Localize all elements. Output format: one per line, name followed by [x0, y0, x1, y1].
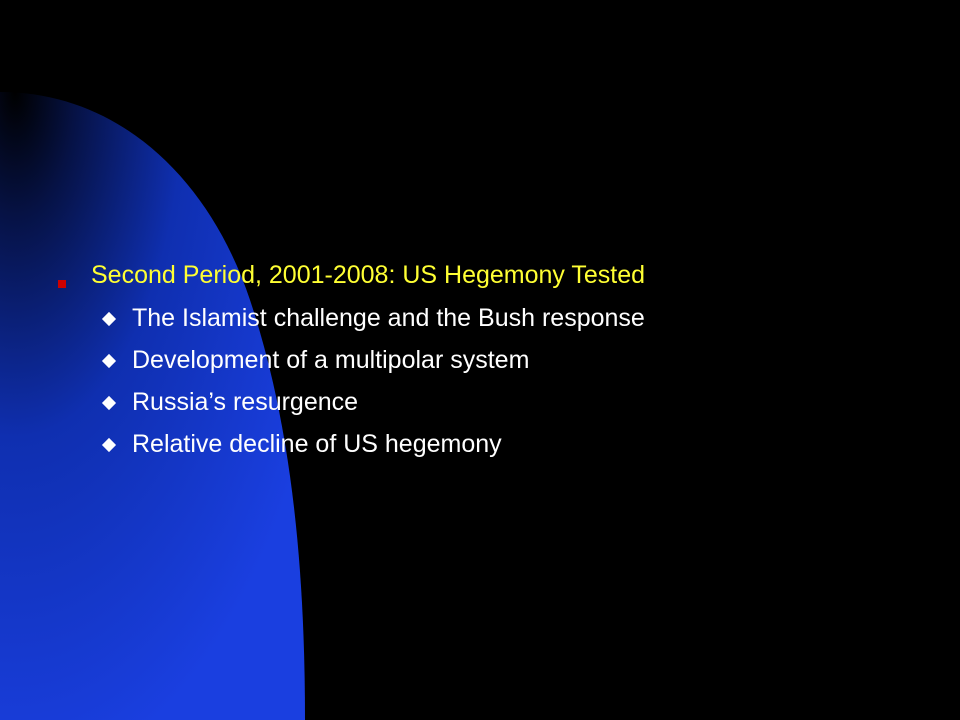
diamond-bullet-icon [102, 396, 116, 410]
diamond-bullet-icon [102, 312, 116, 326]
square-bullet-icon [58, 280, 66, 288]
subpoint-text: Relative decline of US hegemony [132, 430, 502, 458]
diamond-bullet-icon [102, 354, 116, 368]
slide-heading: Second Period, 2001-2008: US Hegemony Tested [91, 261, 646, 289]
subpoint-text: The Islamist challenge and the Bush response [132, 304, 645, 332]
diamond-bullet-icon [102, 438, 116, 452]
subpoint-text: Russia’s resurgence [132, 388, 359, 416]
subpoint-text: Development of a multipolar system [132, 346, 530, 374]
